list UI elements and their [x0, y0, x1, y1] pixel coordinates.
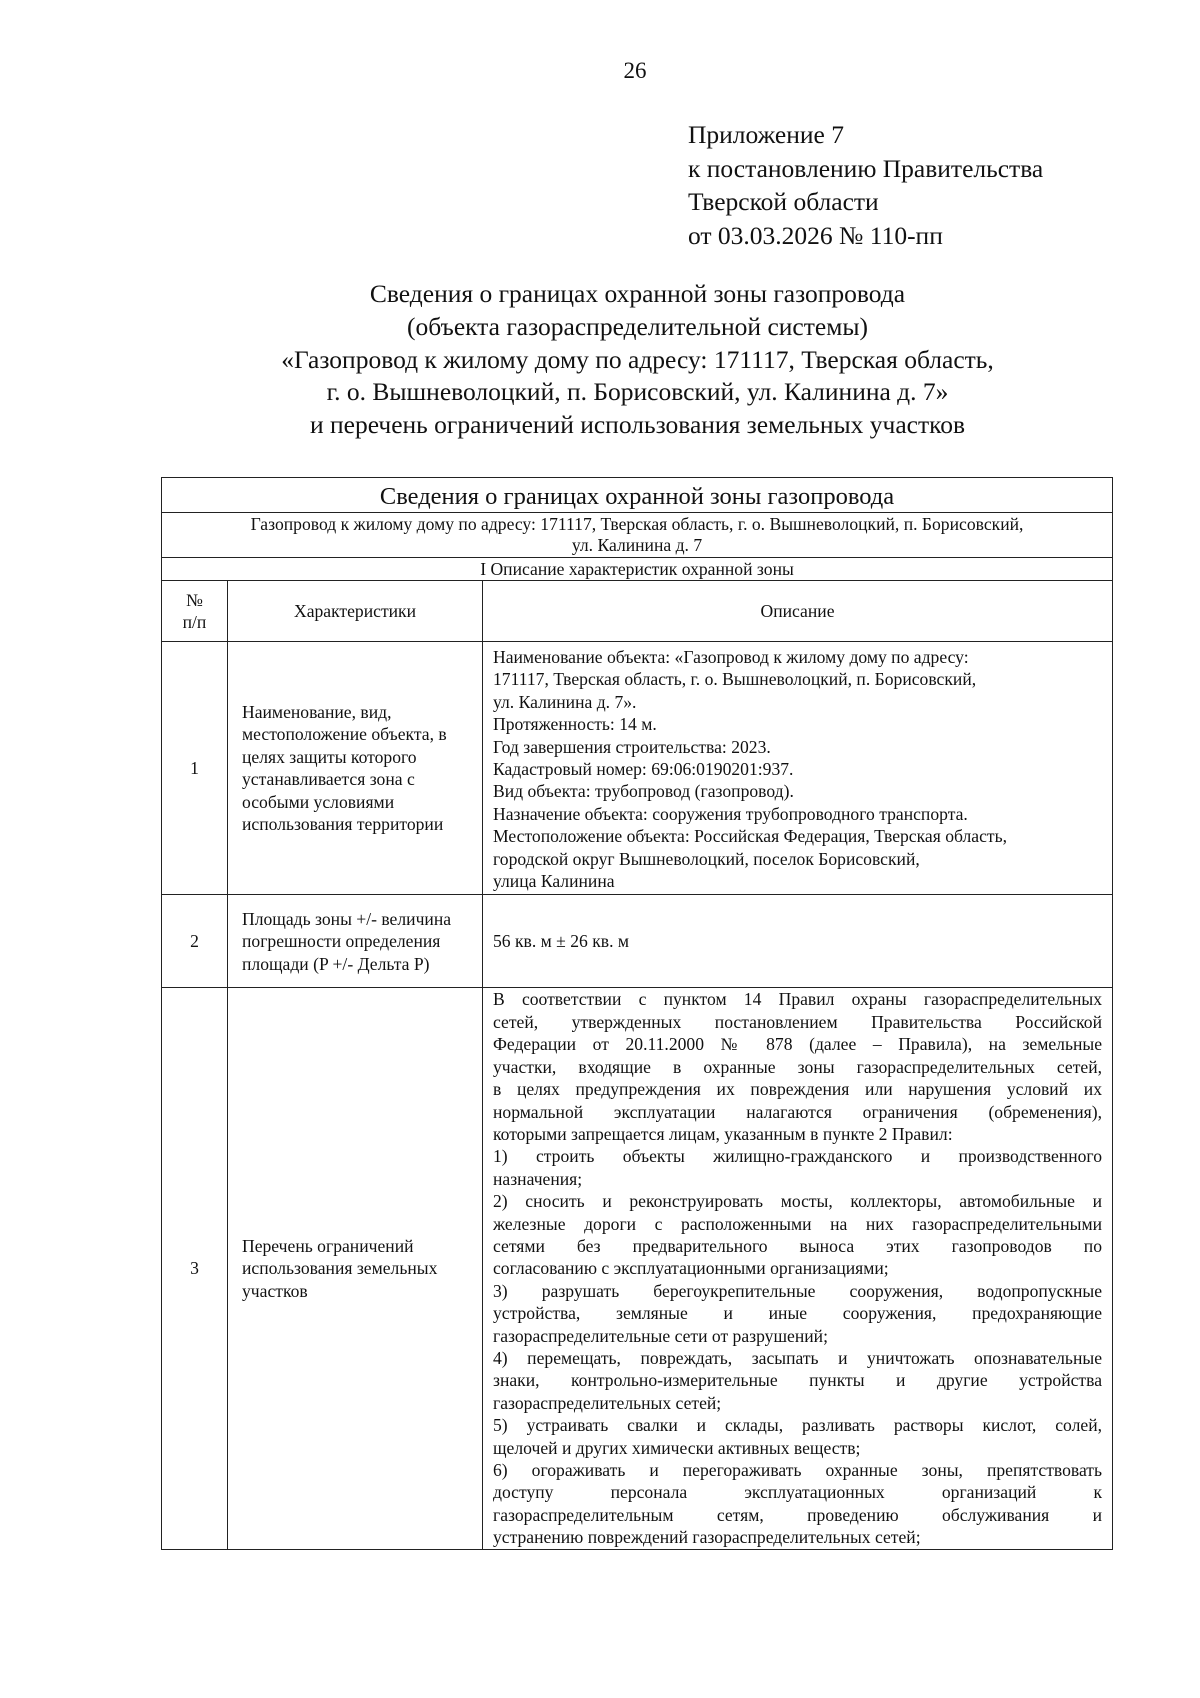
- appendix-line: от 03.03.2026 № 110-пп: [688, 220, 943, 250]
- row-description: [483, 988, 1113, 1549]
- description-line: сетями без предварительного выноса этих газопроводов по: [493, 1235, 1103, 1256]
- column-header-description: Описание: [483, 581, 1113, 642]
- section-title: I Описание характеристик охранной зоны: [162, 558, 1113, 581]
- column-header-number-line: №: [186, 589, 203, 610]
- row-description: [483, 642, 1113, 895]
- page-number: 26: [623, 58, 647, 83]
- description-line: в целях предупреждения их повреждения или нарушения условий их: [493, 1079, 1103, 1100]
- appendix-line: Приложение 7: [688, 120, 844, 149]
- description-line: Кадастровый номер: 69:06:0190201:937.: [493, 759, 794, 780]
- row-number: 1: [162, 642, 228, 895]
- description-line: газораспределительные сети от разрушений;: [493, 1325, 828, 1346]
- description-line: устройства, земляные и иные сооружения, предохраняющие: [493, 1303, 1103, 1324]
- row-characteristic: Наименование, вид, местоположение объекта, в целях защиты которого устанавливается зона с особыми условиями использования территории: [228, 642, 483, 895]
- description-line: участки, входящие в охранные зоны газораспределительных сетей,: [493, 1056, 1103, 1077]
- heading-line: и перечень ограничений использования земельных участков: [309, 410, 966, 440]
- row-number: 2: [162, 895, 228, 988]
- description-line: газораспределительным сетям, проведению обслуживания и: [493, 1504, 1103, 1525]
- description-line: улица Калинина: [493, 871, 615, 892]
- heading-line: г. о. Вышневолоцкий, п. Борисовский, ул. Калинина д. 7»: [326, 377, 949, 407]
- description-line: которыми запрещается лицам, указанным в пункте 2 Правил:: [493, 1123, 953, 1144]
- description-line: железные дороги с расположенными на них газораспределительными: [493, 1213, 1103, 1234]
- description-line: 6) огораживать и перегораживать охранные зоны, препятствовать: [493, 1460, 1103, 1480]
- description-line: Наименование объекта: «Газопровод к жилому дому по адресу:: [493, 647, 969, 667]
- appendix-line: к постановлению Правительства: [688, 153, 1044, 183]
- description-line: Местоположение объекта: Российская Федерация, Тверская область,: [493, 826, 1008, 847]
- description-line: 171117, Тверская область, г. о. Вышневолоцкий, п. Борисовский,: [493, 669, 977, 690]
- row-characteristic: Площадь зоны +/- величина погрешности определения площади (P +/- Дельта P): [228, 895, 483, 988]
- description-line: нормальной эксплуатации налагаются ограничения (обременения),: [493, 1101, 1103, 1122]
- column-header-number-line: п/п: [182, 612, 207, 632]
- description-line: Вид объекта: трубопровод (газопровод).: [493, 781, 794, 802]
- table-title: Сведения о границах охранной зоны газопровода: [162, 478, 1113, 513]
- document-heading: [0, 278, 1200, 442]
- protection-zone-table: [161, 477, 1113, 1550]
- description-line: знаки, контрольно-измерительные пункты и другие устройства: [493, 1370, 1103, 1391]
- row-number: 3: [162, 988, 228, 1549]
- description-line: 1) строить объекты жилищно-гражданского и производственного: [493, 1146, 1103, 1167]
- description-line: 2) сносить и реконструировать мосты, коллекторы, автомобильные и: [493, 1191, 1103, 1212]
- description-line: доступу персонала эксплуатационных организаций к: [493, 1482, 1103, 1503]
- description-line: Год завершения строительства: 2023.: [493, 736, 771, 757]
- appendix-line: Тверской области: [688, 187, 879, 216]
- description-line: 4) перемещать, повреждать, засыпать и уничтожать опознавательные: [493, 1347, 1103, 1368]
- subtitle-line: ул. Калинина д. 7: [571, 535, 703, 555]
- description-line: ул. Калинина д. 7».: [493, 691, 637, 712]
- heading-line: Сведения о границах охранной зоны газопровода: [369, 279, 906, 308]
- description-line: В соответствии с пунктом 14 Правил охраны газораспределительных: [493, 989, 1103, 1010]
- row-description: [483, 895, 1113, 988]
- subtitle-line: Газопровод к жилому дому по адресу: 171117, Тверская область, г. о. Вышневолоцкий, п. Борисовский,: [250, 514, 1024, 534]
- column-header-number: [162, 581, 228, 642]
- description-line: устранению повреждений газораспределительных сетей;: [493, 1527, 921, 1548]
- table-row: [162, 895, 1113, 988]
- heading-line: «Газопровод к жилому дому по адресу: 171117, Тверская область,: [281, 344, 994, 374]
- description-line: щелочей и других химически активных веществ;: [493, 1437, 861, 1458]
- column-header-characteristics: Характеристики: [228, 581, 483, 642]
- table-row: [162, 642, 1113, 895]
- appendix-reference: [688, 118, 1043, 252]
- description-line: городской округ Вышневолоцкий, поселок Борисовский,: [493, 848, 920, 869]
- table-row: [162, 988, 1113, 1549]
- description-line: согласованию с эксплуатационными организациями;: [493, 1258, 889, 1279]
- description-line: сетей, утвержденных постановлением Правительства Российской: [493, 1011, 1103, 1032]
- description-line: газораспределительных сетей;: [493, 1392, 722, 1413]
- description-line: Протяженность: 14 м.: [493, 714, 657, 735]
- table-subtitle: [162, 513, 1113, 558]
- description-line: Назначение объекта: сооружения трубопроводного транспорта.: [493, 803, 968, 824]
- description-line: 5) устраивать свалки и склады, разливать растворы кислот, солей,: [493, 1415, 1103, 1436]
- description-line: 56 кв. м ± 26 кв. м: [493, 931, 630, 952]
- row-characteristic: Перечень ограничений использования земельных участков: [228, 988, 483, 1549]
- heading-line: (объекта газораспределительной системы): [407, 311, 868, 341]
- description-line: Федерации от 20.11.2000 № 878 (далее – Правила), на земельные: [493, 1034, 1103, 1055]
- description-line: 3) разрушать берегоукрепительные сооружения, водопропускные: [493, 1280, 1103, 1301]
- description-line: назначения;: [493, 1168, 583, 1189]
